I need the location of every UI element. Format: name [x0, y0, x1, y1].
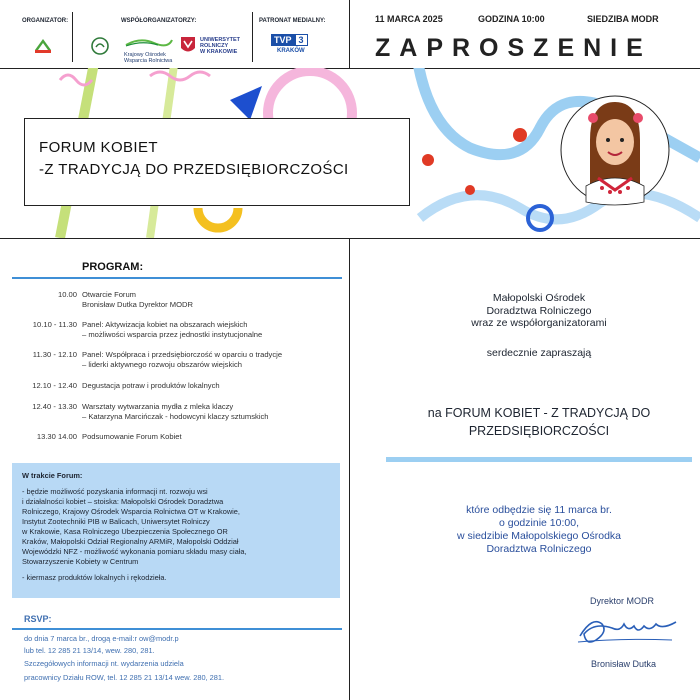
forum-info-box: W trakcie Forum: - będzie możliwość pozyskania informacji nt. rozwoju wsi i działalności kobiet – stoiska: Małopolski Ośrodek Doradztwa Rolniczego, Krajowy Ośrodek Wsparcia Rolnictwa OT w Krakowie, Instytut Zootechniki PIB w Balicach, Uniwersytet Rolniczy w Krakowie, Kasa Rolniczego Ubezpieczenia Społecznego OR Kraków, Małopolski Odział Regionalny ARMiR, Małopolski Oddział Wojewódzki NFZ - możliwość wykonania pomiaru składu masy ciała, Stowarzyszenie Kobiety w Centrum - kiermasz produktów lokalnych i rękodzieła. [12, 463, 340, 598]
program-item: 10.00 Otwarcie Forum Bronisław Dutka Dyrektor MODR [57, 290, 193, 309]
program-list [0, 290, 349, 450]
forum-box-title: W trakcie Forum: [22, 471, 83, 480]
invite-organizers: Małopolski Ośrodek Doradztwa Rolniczego wraz ze współorganizatorami [471, 292, 607, 329]
odr-logo [90, 36, 110, 56]
signature-name: Bronisław Dutka [591, 659, 657, 669]
banner-line-1: FORUM KOBIET [39, 139, 158, 156]
program-item: 11.30 - 12.10 Panel: Współpraca i przedsiębiorczość w oparciu o tradycje – liderki aktywnego rozwoju obszarów wiejskich [32, 350, 283, 369]
kowr-logo: Krajowy Ośrodek Wsparcia Rolnictwa [124, 34, 174, 64]
media-label: PATRONAT MEDIALNY: [259, 18, 326, 24]
invite-verb: serdecznie zapraszają [486, 347, 592, 359]
banner-title-box [24, 118, 410, 206]
signature-role: Dyrektor MODR [590, 596, 655, 606]
rsvp-title: RSVP: [24, 614, 52, 624]
banner-line-2: -Z TRADYCJĄ DO PRZEDSIĘBIORCZOŚCI [39, 161, 349, 178]
invitation-title: ZAPROSZENIE [375, 34, 652, 62]
program-item: 12.10 - 12.40 Degustacja potraw i produktów lokalnych [32, 381, 220, 390]
event-time: GODZINA 10:00 [478, 14, 545, 24]
invite-when-where: które odbędzie się 11 marca br. o godzinie 10:00, w siedzibie Małopolskiego Ośrodka Doradztwa Rolniczego [457, 504, 621, 555]
ur-krakow-logo: UNIWERSYTET ROLNICZY W KRAKOWIE [180, 34, 250, 62]
program-item: 10.10 - 11.30 Panel: Aktywizacja kobiet na obszarach wiejskich – możliwości wsparcia przez jednostki instytucjonalne [32, 320, 263, 339]
folk-girl-illustration [560, 90, 670, 210]
rsvp-details: do dnia 7 marca br., drogą e-mail:r ow@modr.p lub tel. 12 285 21 13/14, wew. 280, 281. Szczegółowych informacji nt. wydarzenia udziela pracownicy Działu ROW, tel. 12 285 21 13/14 wew. 280, 281. [24, 634, 225, 682]
program-item: 13.30 14.00 Podsumowanie Forum Kobiet [36, 432, 182, 441]
modr-logo [34, 36, 52, 54]
organizer-label: ORGANIZATOR: [22, 18, 69, 24]
signature-image [572, 610, 682, 650]
program-title: PROGRAM: [82, 261, 144, 273]
tvp3-logo: TVP 3 KRAKÓW [271, 34, 315, 64]
event-date: 11 MARCA 2025 [375, 14, 443, 24]
invite-event: na FORUM KOBIET - Z TRADYCJĄ DO PRZEDSIĘBIORCZOŚCI [427, 406, 651, 438]
program-item: 12.40 - 13.30 Warsztaty wytwarzania mydła z mleka klaczy – Katarzyna Marcińczak - hodowcyni klaczy sztumskich [32, 402, 269, 421]
event-venue: SIEDZIBA MODR [587, 14, 659, 24]
coorganizers-label: WSPÓŁORGANIZATORZY: [121, 18, 197, 24]
